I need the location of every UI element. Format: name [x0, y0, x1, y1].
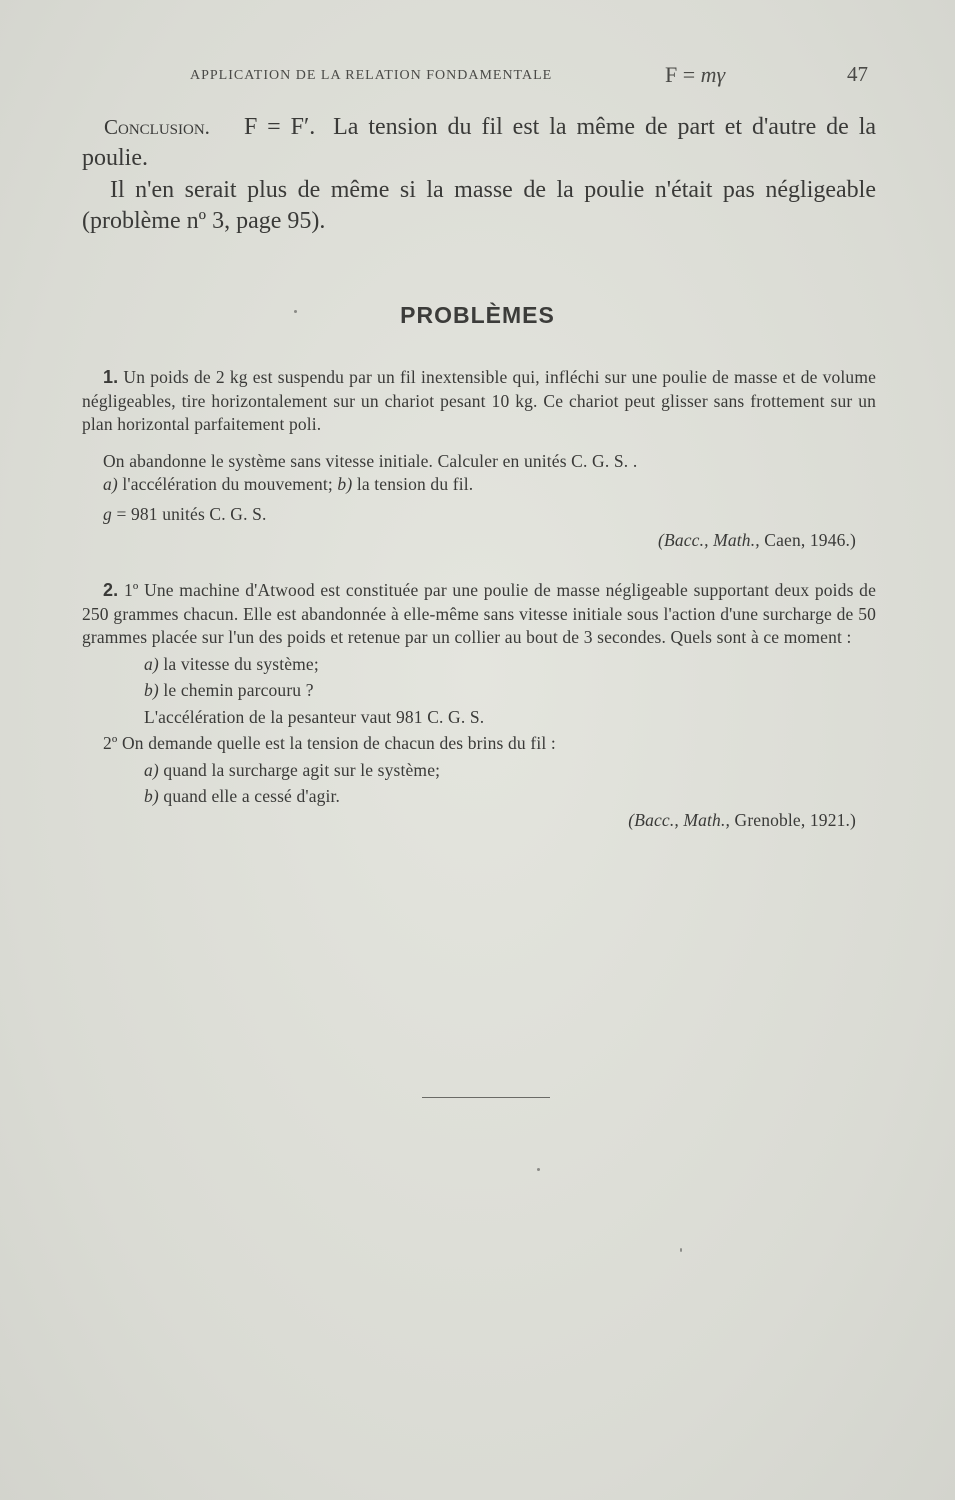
- problem-1-ref-source: (Bacc., Math.,: [658, 530, 760, 550]
- problem-2-part-1-a-text: la vitesse du système;: [163, 653, 319, 674]
- problem-2-part-2-a-label: a): [144, 759, 159, 780]
- problem-2-part-1-b-label: b): [144, 680, 159, 700]
- problem-1-ref-place: Caen, 1946.): [764, 530, 856, 550]
- problem-1-questions: [82, 473, 876, 497]
- problem-2-part-1-a: [82, 653, 876, 677]
- problem-1-reference: [82, 529, 876, 553]
- problem-2-part-1-a-label: a): [144, 653, 159, 674]
- running-header: [190, 62, 880, 88]
- formula-lhs: F =: [665, 62, 696, 87]
- problem-2: [82, 579, 876, 832]
- problem-2-gravity: L'accélération de la pesanteur vaut 981 C. G. S.: [144, 706, 485, 727]
- problem-2-part-2-b-text: quand elle a cessé d'agir.: [163, 786, 341, 806]
- problem-2-part-1: [82, 579, 876, 650]
- paper-speck: [537, 1168, 540, 1171]
- problem-1: [82, 366, 876, 553]
- problem-1-a-text: l'accélération du mouvement;: [122, 474, 333, 494]
- problem-1-task: On abandonne le système sans vitesse initiale. Calculer en unités C. G. S. .: [103, 450, 638, 471]
- problem-2-ref-place: Grenoble, 1921.): [734, 809, 856, 830]
- remark-paragraph: Il n'en serait plus de même si la masse de la poulie n'était pas négligeable (problème nº 3, page 95).: [82, 177, 876, 234]
- conclusion-text: La tension du fil est la même de part et d'autre de la poulie.: [82, 114, 877, 171]
- page-number: 47: [847, 62, 868, 86]
- problem-1-a-label: a): [103, 474, 118, 494]
- section-title: PROBLÈMES: [400, 302, 555, 328]
- problem-2-part-1-text: 1º Une machine d'Atwood est constituée par une poulie de masse négligeable supportant deux poids de 250 grammes chacun. Elle est abandonnée à elle-même sans vitesse initiale sous l'action d'une surcharge de 50 grammes placée sur l'un des poids et retenue par un collier au bout de 3 secondes. Quels sont à ce moment :: [82, 580, 876, 647]
- conclusion-paragraph: [82, 112, 876, 174]
- problem-2-part-1-b: [82, 679, 876, 703]
- problem-1-text: Un poids de 2 kg est suspendu par un fil inextensible qui, infléchi sur une poulie de masse et de volume négligeables, tire horizontalement sur un chariot pesant 10 kg. Ce chariot peut glisser sans frottement sur un plan horizontal parfaitement poli.: [82, 367, 876, 434]
- problem-2-part-2-b: [82, 785, 876, 809]
- problem-2-part-2-a: [82, 759, 876, 783]
- problem-1-constant: [82, 503, 876, 527]
- problem-1-statement: [82, 366, 876, 437]
- problem-2-number: 2.: [103, 580, 119, 600]
- problem-2-part-2-b-label: b): [144, 786, 159, 806]
- formula-rhs: mγ: [700, 62, 726, 87]
- problem-1-number: 1.: [103, 367, 119, 387]
- paper-speck: [680, 1248, 682, 1252]
- end-rule: [422, 1097, 550, 1098]
- problem-2-part-2-a-text: quand la surcharge agit sur le système;: [163, 759, 441, 780]
- running-title: APPLICATION DE LA RELATION FONDAMENTALE: [190, 68, 553, 83]
- problem-1-b-text: la tension du fil.: [356, 474, 474, 494]
- header-formula: [665, 62, 725, 88]
- paper-speck: [294, 310, 297, 313]
- problem-2-part-1-b-text: le chemin parcouru ?: [163, 680, 314, 700]
- problem-1-b-label: b): [337, 474, 353, 494]
- g-value: = 981 unités C. G. S.: [116, 503, 267, 524]
- g-symbol: g: [103, 503, 112, 524]
- conclusion-label: Conclusion.: [104, 115, 210, 139]
- problem-2-part-2: 2º On demande quelle est la tension de chacun des brins du fil :: [103, 733, 556, 753]
- problem-2-reference: [82, 809, 876, 833]
- conclusion-equation: F = F′.: [243, 114, 316, 140]
- problem-2-ref-source: (Bacc., Math.,: [628, 809, 730, 830]
